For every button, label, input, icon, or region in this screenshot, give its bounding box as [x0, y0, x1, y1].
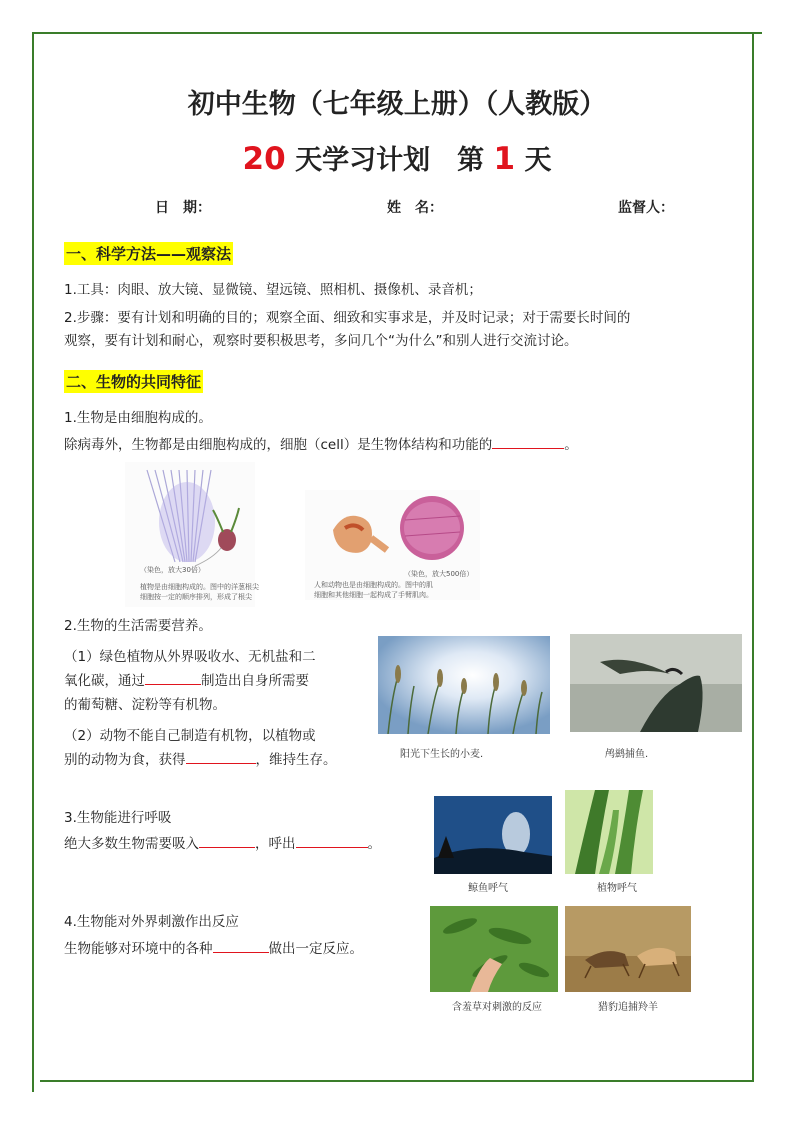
- section1-steps-a: 2.步骤：要有计划和明确的目的；观察全面、细致和实事求是，并及时记录；对于需要长时间的: [64, 310, 631, 326]
- page-border-top: [32, 32, 762, 34]
- plant-caption: 植物呼气: [597, 883, 637, 894]
- section1-tools: 1.工具：肉眼、放大镜、显微镜、望远镜、照相机、摄像机、录音机；: [64, 282, 482, 298]
- onion-caption-a: （染色，放大30倍）: [140, 566, 205, 574]
- page-title: 初中生物（七年级上册）（人教版）: [187, 89, 607, 120]
- name-label: 姓 名：: [387, 200, 443, 216]
- fill-blank-4[interactable]: [199, 833, 255, 848]
- section1-heading: 一、科学方法——观察法: [64, 242, 233, 265]
- plant-breathing-image: [565, 790, 653, 874]
- plan-title: [0, 138, 794, 177]
- day-number: 1: [493, 141, 516, 177]
- p2-title: 2.生物的生活需要营养。: [64, 618, 212, 634]
- cheetah-caption: 猎豹追捕羚羊: [598, 1002, 658, 1013]
- whale-caption: 鲸鱼呼气: [468, 883, 508, 894]
- page-border-right: [752, 32, 754, 1082]
- fill-blank-6[interactable]: [213, 938, 269, 953]
- muscle-caption-a: （染色，放大500倍）: [404, 570, 474, 578]
- cheetah-image: [565, 906, 691, 992]
- whale-image: [434, 796, 552, 874]
- p2-line3: 的葡萄糖、淀粉等有机物。: [64, 697, 226, 713]
- mimosa-image: [430, 906, 558, 992]
- p3-title: 3.生物能进行呼吸: [64, 810, 172, 826]
- muscle-caption-b1: 人和动物也是由细胞构成的。图中的肌: [314, 581, 433, 589]
- wheat-image: [378, 636, 550, 734]
- p3-text: 绝大多数生物需要吸入 ，呼出 。: [64, 832, 381, 856]
- fill-blank-3[interactable]: [186, 749, 256, 764]
- section2-heading: 二、生物的共同特征: [64, 370, 203, 393]
- plan-text: 天学习计划 第: [285, 145, 494, 176]
- p2-line1: （1）绿色植物从外界吸收水、无机盐和二: [64, 649, 316, 665]
- p4-text: 生物能够对环境中的各种 做出一定反应。: [64, 937, 363, 961]
- wheat-caption: 阳光下生长的小麦.: [400, 749, 484, 760]
- onion-caption-b2: 细胞按一定的顺序排列，形成了根尖: [140, 593, 252, 601]
- cormorant-caption: 鸬鹚捕鱼.: [605, 749, 649, 760]
- muscle-caption-b2: 细胞和其他细胞一起构成了手臂肌肉。: [314, 591, 433, 599]
- p2-line2: 氧化碳，通过 制造出自身所需要: [64, 669, 309, 693]
- p1-text: 除病毒外，生物都是由细胞构成的，细胞（cell）是生物体结构和功能的 。: [64, 433, 578, 457]
- p2-line4: （2）动物不能自己制造有机物，以植物或: [64, 728, 316, 744]
- day-unit: 天: [515, 145, 552, 176]
- page-border-left: [32, 32, 34, 1092]
- p2-line5: 别的动物为食，获得 ，维持生存。: [64, 748, 337, 772]
- p4-title: 4.生物能对外界刺激作出反应: [64, 914, 239, 930]
- section1-steps-b: 观察，要有计划和耐心，观察时要积极思考，多问几个“为什么”和别人进行交流讨论。: [64, 333, 578, 349]
- mimosa-caption: 含羞草对刺激的反应: [452, 1002, 542, 1013]
- plan-days: 20: [242, 141, 286, 177]
- supervisor-label: 监督人：: [618, 200, 674, 216]
- page-border-bottom: [40, 1080, 754, 1082]
- fill-blank-1[interactable]: [492, 434, 564, 449]
- onion-caption-b1: 植物是由细胞构成的。图中的洋葱根尖: [140, 583, 259, 591]
- fill-blank-2[interactable]: [145, 670, 201, 685]
- cormorant-image: [570, 634, 742, 732]
- fill-blank-5[interactable]: [296, 833, 368, 848]
- date-label: 日 期：: [155, 200, 211, 216]
- p1-title: 1.生物是由细胞构成的。: [64, 410, 212, 426]
